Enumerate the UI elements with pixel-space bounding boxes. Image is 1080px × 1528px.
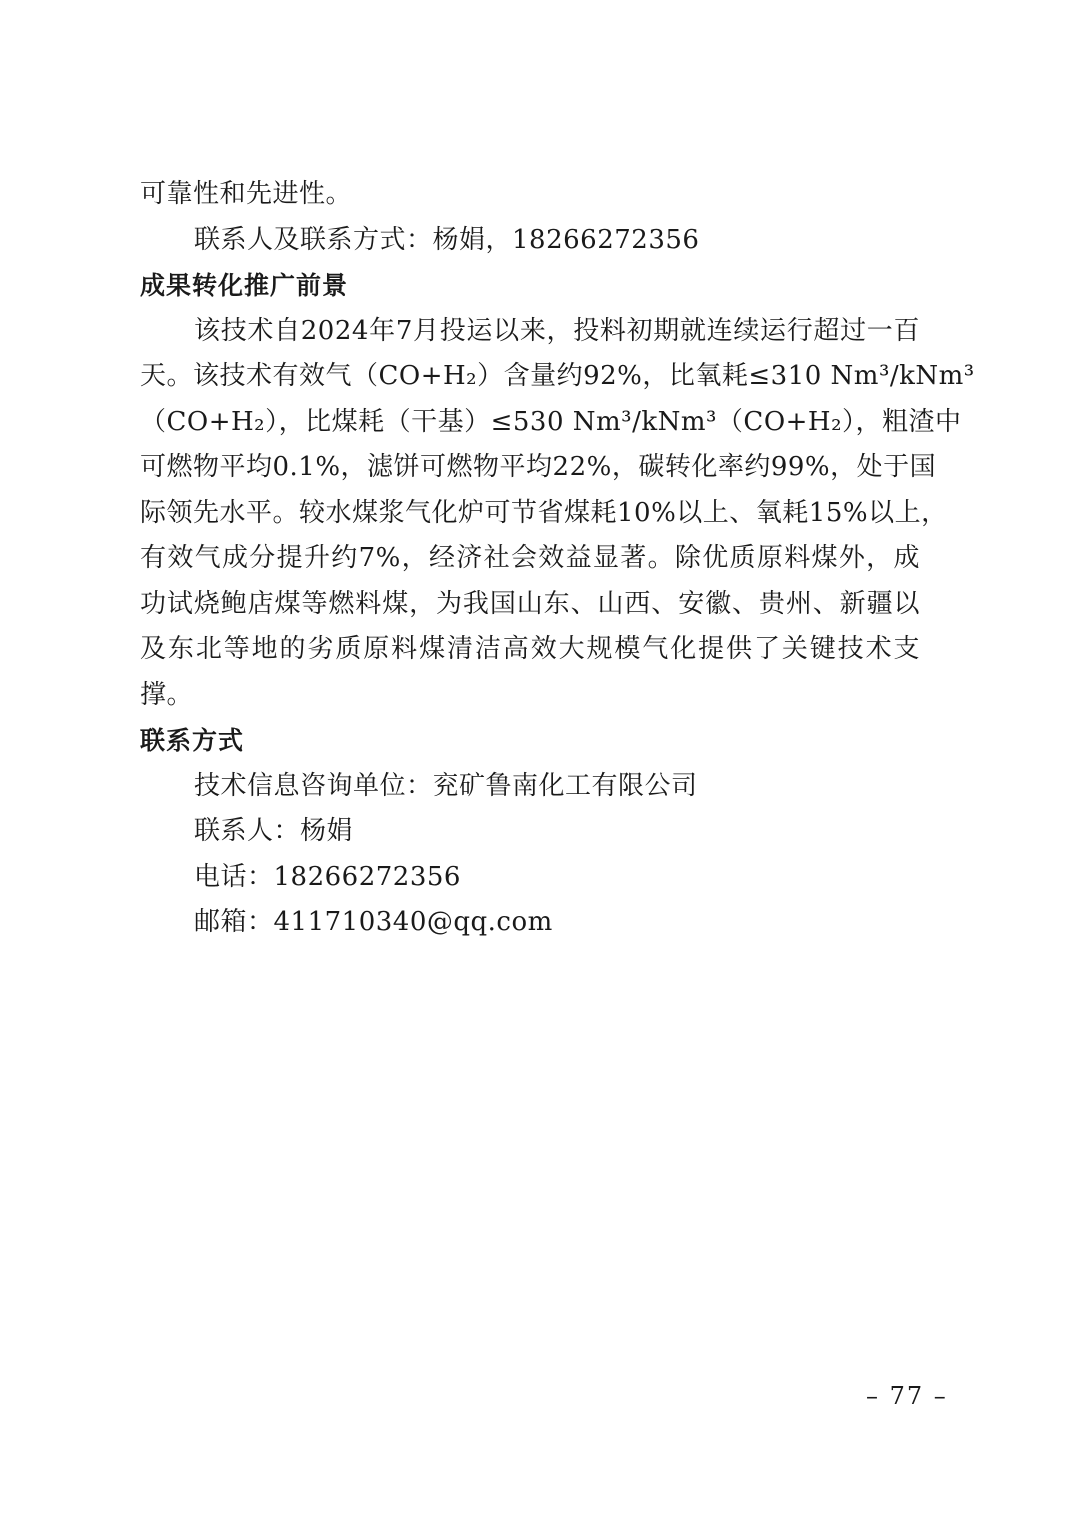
contact-email: 邮箱：411710340@qq.com (194, 907, 553, 937)
contact-unit: 技术信息咨询单位：兖矿鲁南化工有限公司 (194, 770, 698, 801)
page-number: – 77 – (866, 1382, 948, 1410)
paragraph-line: 功试烧鲍店煤等燃料煤，为我国山东、山西、安徽、贵州、新疆以 (140, 588, 920, 619)
document-page (140, 172, 975, 946)
paragraph-line: （CO+H₂），比煤耗（干基）≤530 Nm³/kNm³（CO+H₂），粗渣中 (140, 406, 962, 437)
contact-person: 联系人：杨娟 (194, 816, 354, 846)
paragraph-line: 可燃物平均0.1%，滤饼可燃物平均22%，碳转化率约99%，处于国 (140, 452, 937, 482)
section-heading-contact: 联系方式 (140, 726, 245, 755)
contact-phone: 电话：18266272356 (194, 861, 461, 892)
paragraph-line: 天。该技术有效气（CO+H₂）含量约92%，比氧耗≤310 Nm³/kNm³ (140, 361, 975, 391)
prospects-paragraph (140, 309, 975, 719)
paragraph-line: 该技术自2024年7月投运以来，投料初期就连续运行超过一百 (194, 315, 920, 346)
paragraph-line: 撑。 (140, 679, 194, 710)
section-heading-prospects: 成果转化推广前景 (140, 271, 349, 300)
intro-tail: 可靠性和先进性。 (140, 179, 353, 209)
paragraph-line: 及东北等地的劣质原料煤清洁高效大规模气化提供了关键技术支 (140, 634, 920, 664)
paragraph-line: 有效气成分提升约7%，经济社会效益显著。除优质原料煤外，成 (140, 543, 920, 573)
paragraph-line: 际领先水平。较水煤浆气化炉可节省煤耗10%以上、氧耗15%以上， (140, 497, 948, 528)
contact-line: 联系人及联系方式：杨娟，18266272356 (194, 224, 700, 255)
